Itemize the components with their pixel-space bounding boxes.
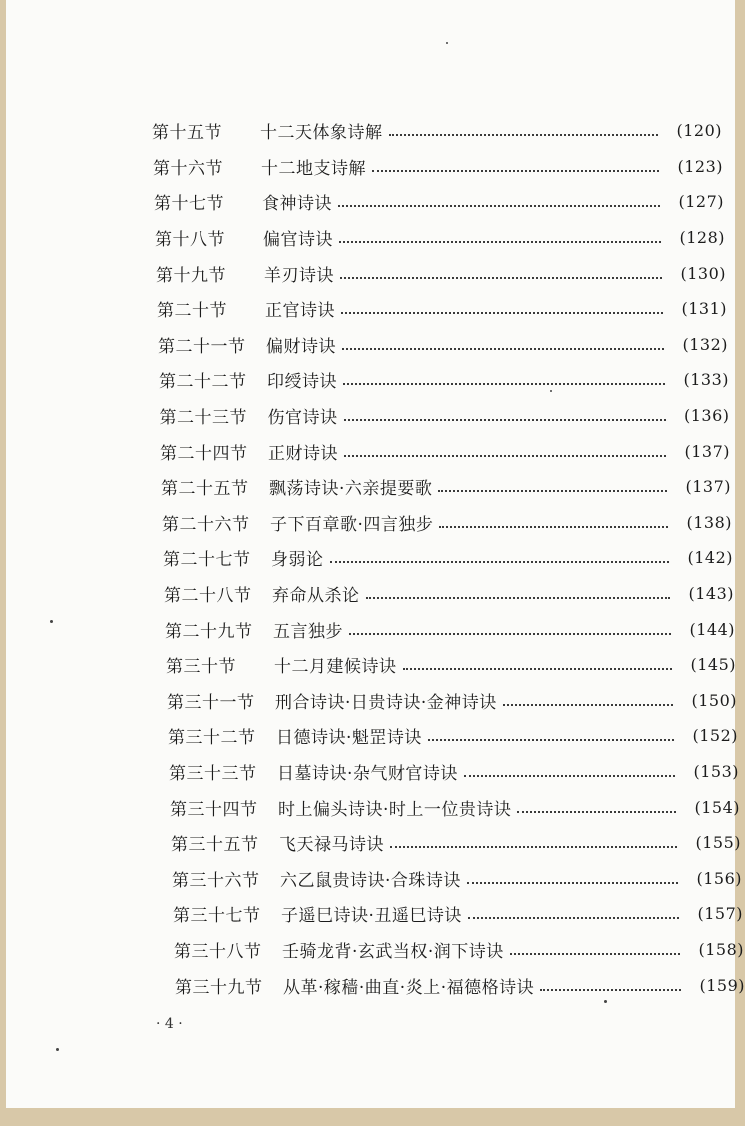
section-title: 时上偏头诗诀·时上一位贵诗诀 xyxy=(278,799,512,820)
toc-entry xyxy=(157,291,727,327)
section-title: 食神诗诀 xyxy=(262,194,332,215)
paper-speck xyxy=(56,1048,59,1051)
toc-entry xyxy=(158,327,728,363)
page-reference: (144) xyxy=(689,619,735,639)
page-reference: (145) xyxy=(690,655,736,675)
page-reference: (152) xyxy=(692,726,738,746)
dot-leader xyxy=(390,845,677,848)
dot-leader xyxy=(517,810,676,813)
section-title: 日德诗诀·魁罡诗诀 xyxy=(276,728,422,749)
section-title: 偏财诗诀 xyxy=(266,336,336,357)
dot-leader xyxy=(428,738,674,741)
section-title: 日墓诗诀·杂气财官诗诀 xyxy=(277,763,458,784)
page-reference: (157) xyxy=(697,904,743,924)
dot-leader xyxy=(403,667,673,670)
section-title: 印绶诗诀 xyxy=(267,372,337,393)
page-reference: (130) xyxy=(680,263,726,283)
section-number: 第十五节 xyxy=(152,123,222,144)
section-number: 第二十三节 xyxy=(159,408,247,429)
paper-speck xyxy=(446,42,448,44)
section-title: 六乙鼠贵诗诀·合珠诗诀 xyxy=(280,870,461,891)
toc-entry xyxy=(164,576,734,612)
toc-entry xyxy=(154,184,724,220)
toc-entry xyxy=(162,505,732,541)
section-title: 伤官诗诀 xyxy=(267,408,338,429)
section-number: 第三十九节 xyxy=(175,977,263,998)
toc-entry xyxy=(166,647,736,683)
paper-speck xyxy=(50,620,53,623)
page-reference: (138) xyxy=(686,512,732,532)
section-number: 第十六节 xyxy=(153,158,223,179)
toc-entry xyxy=(159,362,729,398)
section-title: 飘荡诗诀·六亲提要歌 xyxy=(269,479,433,500)
dot-leader xyxy=(438,489,667,492)
paper-speck xyxy=(550,390,552,392)
toc-entry xyxy=(169,754,739,790)
section-number: 第二十七节 xyxy=(163,550,251,571)
dot-leader xyxy=(339,240,661,243)
section-number: 第二十二节 xyxy=(159,372,247,393)
section-title: 身弱论 xyxy=(271,550,324,571)
page-reference: (142) xyxy=(687,548,733,568)
dot-leader xyxy=(439,525,668,528)
page-reference: (143) xyxy=(688,584,734,604)
section-number: 第二十八节 xyxy=(164,586,252,607)
table-of-contents xyxy=(152,113,745,1003)
section-title: 十二地支诗解 xyxy=(261,158,366,179)
dot-leader xyxy=(389,133,659,136)
page-reference: (156) xyxy=(696,868,742,888)
dot-leader xyxy=(344,454,666,457)
section-number: 第二十五节 xyxy=(161,479,249,500)
page-reference: (150) xyxy=(691,690,737,710)
section-number: 第三十七节 xyxy=(173,906,261,927)
toc-entry xyxy=(175,967,745,1003)
section-number: 第三十三节 xyxy=(169,763,257,784)
section-number: 第二十一节 xyxy=(158,336,246,357)
page-reference: (136) xyxy=(683,406,730,426)
page-reference: (137) xyxy=(684,441,730,461)
dot-leader xyxy=(330,560,670,563)
dot-leader xyxy=(464,774,675,777)
toc-entry xyxy=(156,255,726,291)
section-number: 第二十六节 xyxy=(162,514,250,535)
toc-entry xyxy=(168,718,738,754)
page-reference: (132) xyxy=(682,334,728,354)
page-reference: (159) xyxy=(699,975,745,995)
section-number: 第二十节 xyxy=(157,301,227,322)
page-reference: (133) xyxy=(683,370,729,390)
section-number: 第三十六节 xyxy=(172,870,260,891)
page-reference: (158) xyxy=(698,939,744,959)
toc-entry xyxy=(152,113,722,149)
toc-entry xyxy=(172,860,742,896)
dot-leader xyxy=(340,276,662,279)
dot-leader xyxy=(343,382,665,385)
toc-entry xyxy=(161,469,731,505)
section-title: 正财诗诀 xyxy=(268,443,338,464)
toc-entry xyxy=(170,789,740,825)
section-number: 第十七节 xyxy=(154,194,224,215)
section-title: 飞天禄马诗诀 xyxy=(279,835,384,856)
page-reference: (154) xyxy=(694,797,740,817)
section-title: 偏官诗诀 xyxy=(263,230,333,251)
section-title: 十二天体象诗解 xyxy=(260,123,383,144)
paper-speck xyxy=(604,1000,607,1003)
page-reference: (127) xyxy=(678,192,724,212)
dot-leader xyxy=(342,347,664,350)
toc-entry xyxy=(163,540,733,576)
dot-leader xyxy=(338,204,660,207)
section-number: 第二十九节 xyxy=(165,621,253,642)
dot-leader xyxy=(468,916,679,919)
page-reference: (128) xyxy=(679,228,725,248)
toc-entry xyxy=(160,398,730,434)
toc-entry xyxy=(174,932,744,968)
toc-entry xyxy=(167,683,737,719)
section-number: 第三十四节 xyxy=(170,799,258,820)
page-reference: (123) xyxy=(677,156,723,176)
section-number: 第十九节 xyxy=(156,265,226,286)
dot-leader xyxy=(372,169,659,172)
section-number: 第十八节 xyxy=(155,230,225,251)
page-reference: (155) xyxy=(695,833,741,853)
dot-leader xyxy=(510,952,680,955)
toc-entry xyxy=(160,433,730,469)
section-title: 从革·稼穑·曲直·炎上·福德格诗诀 xyxy=(283,977,535,998)
page-number-footer: · 4 · xyxy=(156,1016,183,1032)
toc-entry xyxy=(165,611,735,647)
section-number: 第三十二节 xyxy=(168,728,256,749)
section-title: 子遥巳诗诀·丑遥巳诗诀 xyxy=(281,906,462,927)
section-number: 第二十四节 xyxy=(160,443,248,464)
section-number: 第三十节 xyxy=(166,657,236,678)
section-title: 正官诗诀 xyxy=(265,301,335,322)
section-number: 第三十一节 xyxy=(167,692,255,713)
section-title: 羊刃诗诀 xyxy=(264,265,334,286)
dot-leader xyxy=(503,703,673,706)
toc-entry xyxy=(155,220,725,256)
section-title: 十二月建候诗诀 xyxy=(274,657,397,678)
dot-leader xyxy=(344,418,666,421)
page-reference: (131) xyxy=(681,299,727,319)
dot-leader xyxy=(349,632,671,635)
section-title: 弃命从杀论 xyxy=(272,586,360,607)
dot-leader xyxy=(467,881,678,884)
section-title: 子下百章歌·四言独步 xyxy=(270,514,434,535)
page-reference: (153) xyxy=(693,761,739,781)
dot-leader xyxy=(366,596,671,599)
page-reference: (137) xyxy=(685,477,731,497)
section-title: 壬骑龙背·玄武当权·润下诗诀 xyxy=(282,941,504,962)
section-title: 刑合诗诀·日贵诗诀·金神诗诀 xyxy=(275,692,497,713)
toc-entry xyxy=(173,896,743,932)
book-page xyxy=(6,0,745,1108)
section-number: 第三十五节 xyxy=(171,835,259,856)
page-reference: (120) xyxy=(676,121,722,141)
section-number: 第三十八节 xyxy=(174,941,262,962)
dot-leader xyxy=(540,988,681,991)
toc-entry xyxy=(153,149,723,185)
section-title: 五言独步 xyxy=(273,621,343,642)
toc-entry xyxy=(171,825,741,861)
dot-leader xyxy=(341,311,663,314)
